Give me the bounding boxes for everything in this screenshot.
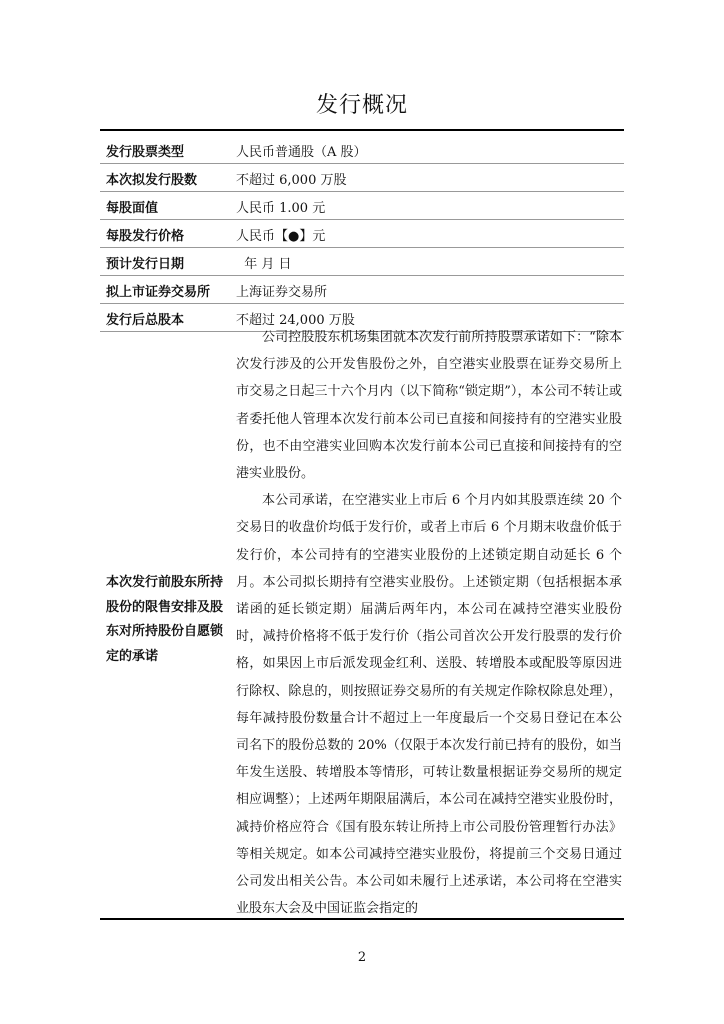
row-label: 发行股票类型 — [106, 145, 185, 160]
table-row — [100, 192, 624, 220]
page-number: 2 — [357, 950, 367, 965]
lockup-paragraph: 本公司承诺，在空港实业上市后 6 个月内如其股票连续 20 个交易日的收盘价均低于发行价，或者上市后 6 个月期末收盘价低于发行价，本公司持有的空港实业股份的上述锁定期自动延长 6 个月。本公司拟长期持有空港实业股份。上述锁定期（包括根据本承诺函的延长锁定期）届满后两年内，本公司在减持空港实业股份时，减持价格将不低于发行价（指公司首次公开发行股票的发行价格，如果因上市后派发现金红利、送股、转增股本或配股等原因进行除权、除息的，则按照证券交易所的有关规定作除权除息处理），每年减持股份数量合计不超过上一年度最后一个交易日登记在本公司名下的股份总数的 20%（仅限于本次发行前已持有的股份，如当年发生送股、转增股本等情形，可转让数量根据证券交易所的规定相应调整）；上述两年期限届满后，本公司在减持空港实业股份时，减持价格应符合《国有股东转让所持上市公司股份管理暂行办法》等相关规定。如本公司减持空港实业股份，将提前三个交易日通过公司发出相关公告。本公司如未履行上述承诺，本公司将在空港实业股东大会及中国证监会指定的 — [236, 493, 622, 917]
row-value: 年 月 日 — [236, 257, 292, 272]
table-row — [100, 276, 624, 304]
offering-table — [100, 136, 624, 332]
row-label: 每股面值 — [106, 201, 159, 216]
page-title: 发行概况 — [315, 93, 408, 118]
row-value: 不超过 6,000 万股 — [236, 173, 347, 188]
row-label: 预计发行日期 — [106, 257, 185, 272]
table-row — [100, 220, 624, 248]
row-label: 本次拟发行股数 — [106, 173, 198, 188]
row-value: 人民币 1.00 元 — [236, 201, 326, 216]
row-value: 人民币【●】元 — [236, 229, 326, 244]
row-label: 每股发行价格 — [106, 229, 185, 244]
row-label: 发行后总股本 — [106, 313, 185, 328]
row-value: 上海证券交易所 — [236, 285, 328, 300]
bottom-rule — [100, 918, 624, 920]
row-label: 拟上市证券交易所 — [106, 285, 211, 300]
row-value: 人民币普通股（A 股） — [236, 145, 367, 160]
row-value: 不超过 24,000 万股 — [236, 313, 355, 328]
top-rule — [100, 129, 624, 131]
table-row — [100, 164, 624, 192]
table-row — [100, 248, 624, 276]
lockup-commitment-section — [100, 324, 624, 918]
lockup-text — [236, 324, 622, 922]
lockup-paragraph: 公司控股股东机场集团就本次发行前所持股票承诺如下：“除本次发行涉及的公开发售股份之外，自空港实业股票在证券交易所上市交易之日起三十六个月内（以下简称“锁定期”），本公司不转让或者委托他人管理本次发行前本公司已直接和间接持有的空港实业股份，也不由空港实业回购本次发行前本公司已直接和间接持有的空港实业股份。 — [236, 330, 622, 482]
table-row — [100, 136, 624, 164]
lockup-label: 本次发行前股东所持股份的限售安排及股东对所持股份自愿锁定的承诺 — [106, 575, 224, 664]
